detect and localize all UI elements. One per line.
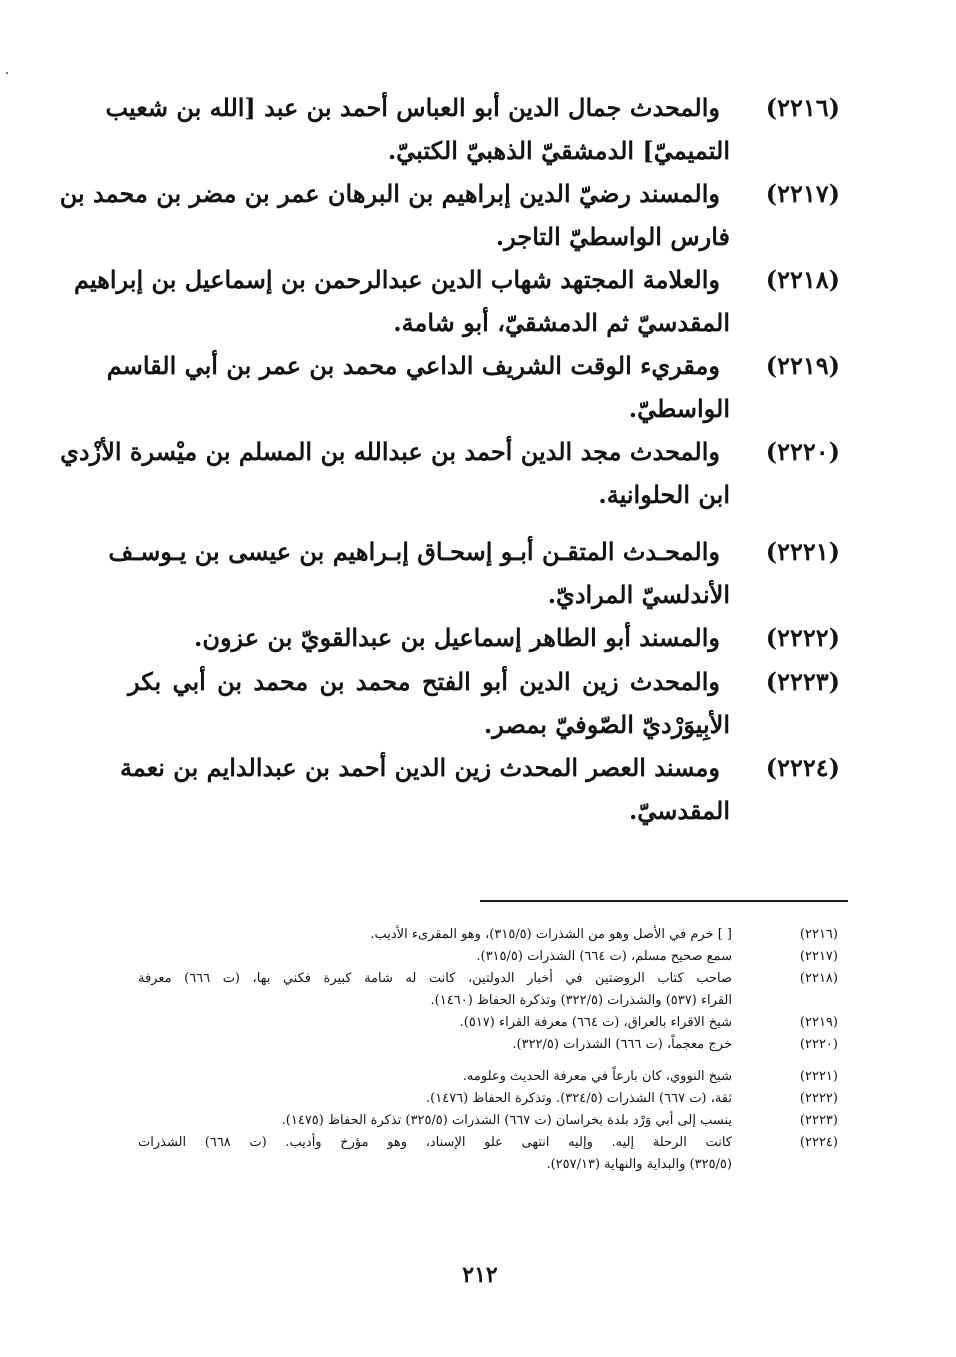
footnote-number: (٢٢١٨) bbox=[799, 971, 838, 986]
footnote-divider bbox=[480, 900, 848, 902]
footnote-2220 bbox=[138, 1034, 838, 1056]
entry-line: الأبِيوَرْديّ الصّوفيّ بمصر. bbox=[483, 710, 730, 739]
entry-number: (٢٢٢٢) bbox=[765, 623, 840, 652]
entry-line: ومقريء الوقت الشريف الداعي محمد بن عمر بن أبي القاسم bbox=[106, 351, 720, 380]
main-text bbox=[59, 86, 840, 832]
entry-line: الواسطيّ. bbox=[628, 394, 730, 423]
entry-2217 bbox=[59, 172, 840, 258]
entry-number: (٢٢٢٣) bbox=[765, 667, 840, 696]
entry-line: والمحـدث المتقـن أبـو إسحـاق إبـراهيم بن عيسى بن يـوسـف bbox=[108, 537, 720, 566]
entry-number: (٢٢١٩) bbox=[765, 351, 840, 380]
footnote-text: [ ] خرم في الأصل وهو من الشذرات (٣١٥/٥)، وهو المقرىء الأديب. bbox=[370, 927, 732, 942]
entry-line: والمسند أبو الطاهر إسماعيل بن عبدالقويّ بن عزون. bbox=[193, 623, 720, 652]
footnote-2224 bbox=[138, 1132, 838, 1176]
entry-line: والعلامة المجتهد شهاب الدين عبدالرحمن بن إسماعيل بن إبراهيم bbox=[74, 265, 720, 294]
footnote-number: (٢٢١٩) bbox=[799, 1015, 838, 1030]
footnote-number: (٢٢٢٢) bbox=[799, 1091, 838, 1106]
footnote-text: شيخ النووي، كان بارعاً في معرفة الحديث وعلومه. bbox=[462, 1069, 732, 1084]
footnote-text: صاحب كتاب الروضتين في أخبار الدولتين، كانت له شامة كبيرة فكني بها، (ت ٦٦٦) معرفة bbox=[138, 971, 732, 986]
footnote-number: (٢٢١٧) bbox=[799, 949, 838, 964]
footnote-text: ثقة، (ت ٦٦٧) الشذرات (٣٢٤/٥). وتذكرة الحفاظ (١٤٧٦). bbox=[426, 1091, 732, 1106]
footnote-2221 bbox=[138, 1066, 838, 1088]
entry-2216 bbox=[105, 86, 840, 172]
footnote-text: (٣٢٥/٥) والبداية والنهاية (٢٥٧/١٣). bbox=[546, 1157, 732, 1172]
footnote-text: القراء (٥٣٧) والشذرات (٣٢٢/٥) وتذكرة الحفاظ (١٤٦٠). bbox=[430, 993, 732, 1008]
footnote-text: شيخ الاقراء بالعراق، (ت ٦٦٤) معرفة القراء (٥١٧). bbox=[459, 1015, 732, 1030]
entry-line: فارس الواسطيّ التاجر. bbox=[495, 222, 730, 251]
entry-line: التميميّ] الدمشقيّ الذهبيّ الكتبيّ. bbox=[387, 136, 730, 165]
footnote-number: (٢٢١٦) bbox=[799, 927, 838, 942]
footnote-2219 bbox=[138, 1012, 838, 1034]
entry-number: (٢٢١٨) bbox=[765, 265, 840, 294]
entry-line: والمحدث زين الدين أبو الفتح محمد بن محمد بن أبي بكر bbox=[128, 667, 720, 696]
entry-2222 bbox=[128, 616, 840, 660]
entry-line: ومسند العصر المحدث زين الدين أحمد بن عبدالدايم بن نعمة bbox=[119, 753, 720, 782]
footnotes bbox=[138, 924, 838, 1176]
footnote-2218 bbox=[138, 968, 838, 1012]
entry-2223 bbox=[128, 660, 840, 746]
footnote-2223 bbox=[138, 1110, 838, 1132]
footnote-text: ينسب إلى أبي وَرْد بلدة بخراسان (ت ٦٦٧) الشذرات (٣٢٥/٥) تذكرة الحفاظ (١٤٧٥). bbox=[281, 1113, 732, 1128]
entry-line: والمحدث جمال الدين أبو العباس أحمد بن عبد [الله بن شعيب bbox=[105, 93, 720, 122]
footnote-2216 bbox=[138, 924, 838, 946]
entry-number: (٢٢٢٠) bbox=[765, 437, 840, 466]
entry-line: والمسند رضيّ الدين إبراهيم بن البرهان عمر بن مضر بن محمد بن bbox=[59, 179, 720, 208]
entry-number: (٢٢١٦) bbox=[765, 93, 840, 122]
entry-line: والمحدث مجد الدين أحمد بن عبدالله بن المسلم بن ميْسرة الأزْدي bbox=[60, 437, 720, 466]
entry-line: الأندلسيّ المراديّ. bbox=[547, 580, 730, 609]
entry-number: (٢٢٢٤) bbox=[765, 753, 840, 782]
entry-number: (٢٢٢١) bbox=[765, 537, 840, 566]
entry-number: (٢٢١٧) bbox=[765, 179, 840, 208]
footnote-number: (٢٢٢١) bbox=[799, 1069, 838, 1084]
scan-speck bbox=[6, 72, 8, 74]
footnote-number: (٢٢٢٣) bbox=[799, 1113, 838, 1128]
footnote-text: كانت الرحلة إليه. وإليه انتهى علو الإسناد، وهو مؤرخ وأديب. (ت ٦٦٨) الشذرات bbox=[138, 1135, 732, 1150]
footnote-number: (٢٢٢٤) bbox=[799, 1135, 838, 1150]
entry-2224 bbox=[119, 746, 840, 832]
page-number: ٢١٢ bbox=[462, 1262, 498, 1288]
entry-2219 bbox=[106, 344, 840, 430]
entry-2218 bbox=[74, 258, 840, 344]
entry-2220 bbox=[60, 430, 840, 516]
footnote-2222 bbox=[138, 1088, 838, 1110]
entry-line: المقدسيّ. bbox=[628, 796, 730, 825]
footnote-text: خرج معجماً، (ت ٦٦٦) الشذرات (٣٢٢/٥). bbox=[512, 1037, 732, 1052]
footnote-text: سمع صحيح مسلم، (ت ٦٦٤) الشذرات (٣١٥/٥). bbox=[476, 949, 732, 964]
entry-2221 bbox=[108, 530, 840, 616]
entry-line: المقدسيّ ثم الدمشقيّ، أبو شامة. bbox=[393, 308, 730, 337]
footnote-number: (٢٢٢٠) bbox=[799, 1037, 838, 1052]
footnote-2217 bbox=[138, 946, 838, 968]
entry-line: ابن الحلوانية. bbox=[598, 480, 730, 509]
